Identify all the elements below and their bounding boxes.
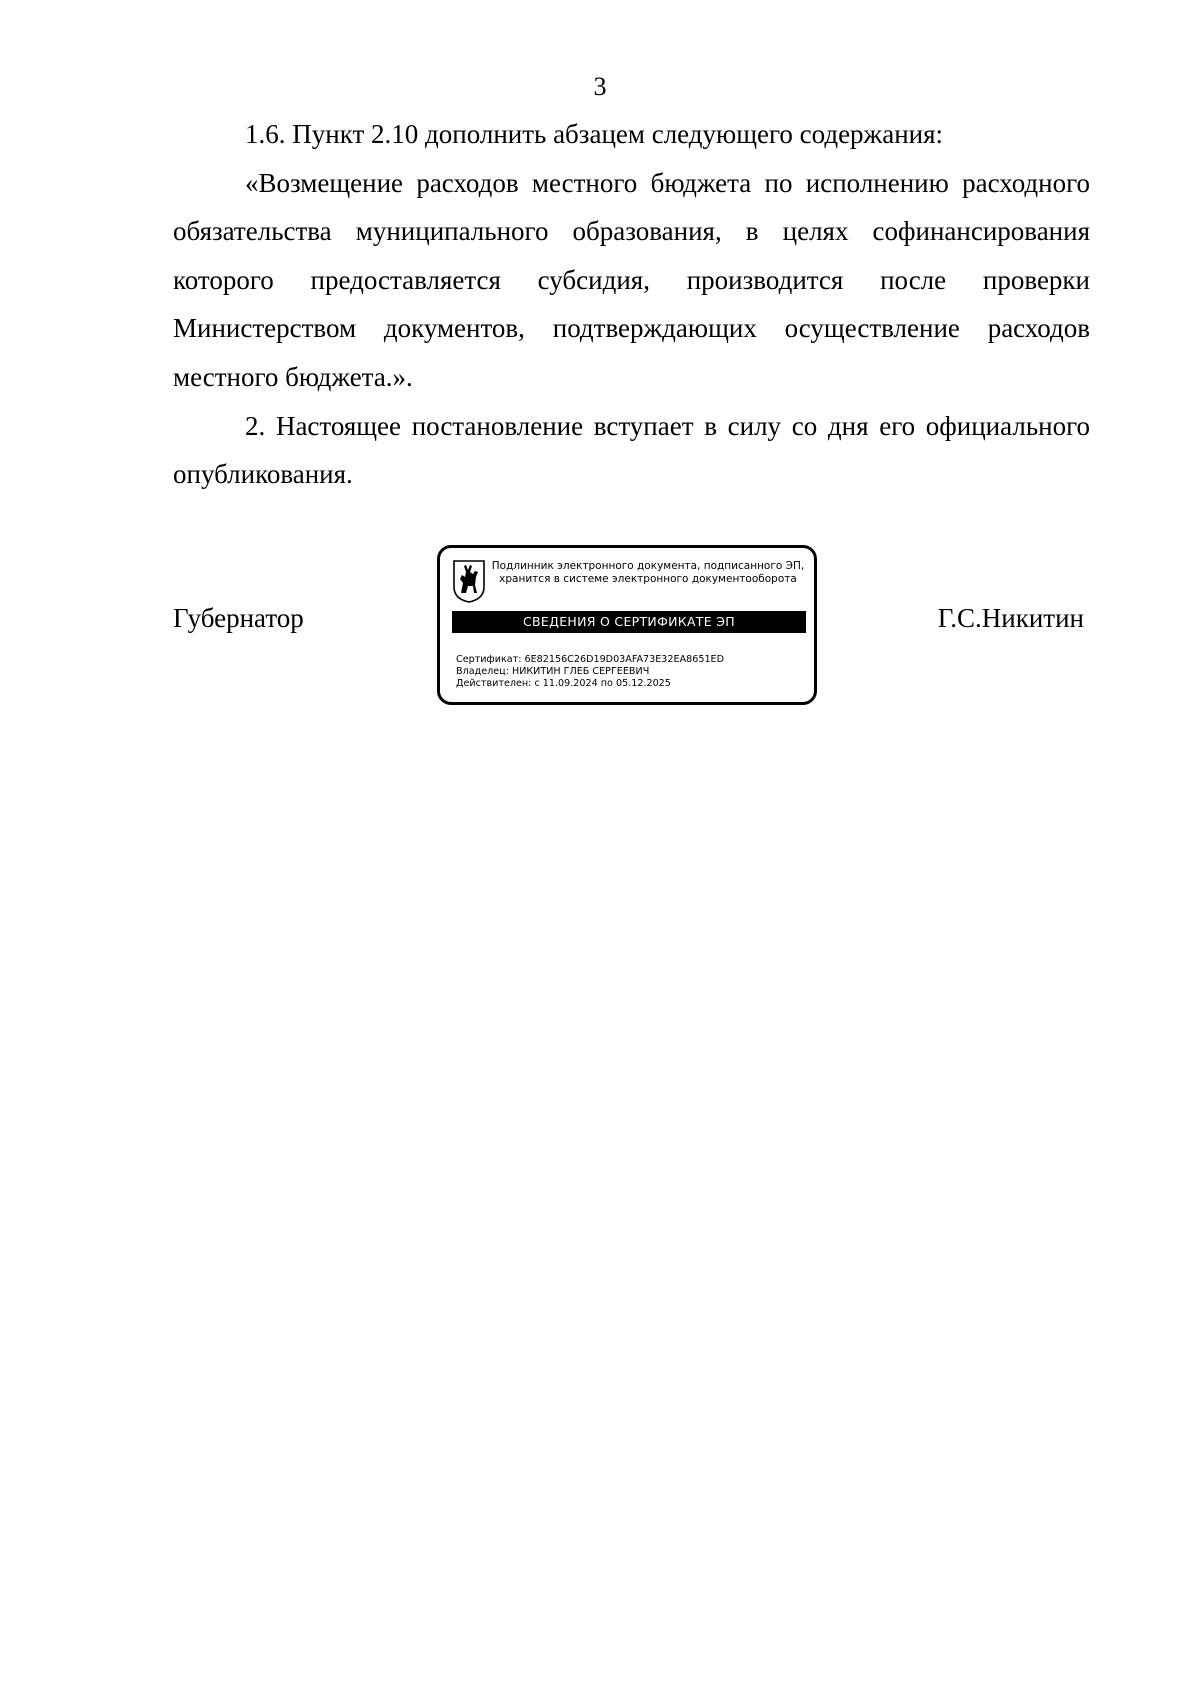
stamp-header [488, 560, 808, 586]
paragraph-amendment-text: «Возмещение расходов местного бюджета по исполнению расходного обязательства муниципального образования, в целях софинансирования которого предоставляется субсидия, производится после проверки Министерством документов, подтверждающих осуществление расходов местного бюджета.». [173, 167, 1090, 392]
electronic-signature-stamp [437, 545, 817, 705]
certificate-details [456, 654, 724, 690]
coat-of-arms-icon [452, 559, 486, 603]
document-body [173, 110, 1090, 499]
certificate-info-bar: СВЕДЕНИЯ О СЕРТИФИКАТЕ ЭП [452, 611, 806, 633]
signer-title: Губернатор [173, 603, 304, 633]
page-number: 3 [593, 72, 607, 101]
certificate-validity: Действителен: с 11.09.2024 по 05.12.2025 [456, 678, 671, 689]
signer-name: Г.С.Никитин [937, 603, 1084, 633]
certificate-number: Сертификат: 6E82156C26D19D03AFA73E32EA8651ED [456, 654, 725, 665]
stamp-header-line-2: хранится в системе электронного документооборота [499, 573, 797, 585]
paragraph-effective-date: 2. Настоящее постановление вступает в силу со дня его официального опубликования. [173, 410, 1090, 490]
certificate-owner: Владелец: НИКИТИН ГЛЕБ СЕРГЕЕВИЧ [456, 666, 650, 677]
paragraph-amendment-intro: 1.6. Пункт 2.10 дополнить абзацем следующего содержания: [245, 119, 944, 149]
signature-block [173, 545, 1090, 715]
stamp-header-line-1: Подлинник электронного документа, подписанного ЭП, [491, 560, 805, 572]
